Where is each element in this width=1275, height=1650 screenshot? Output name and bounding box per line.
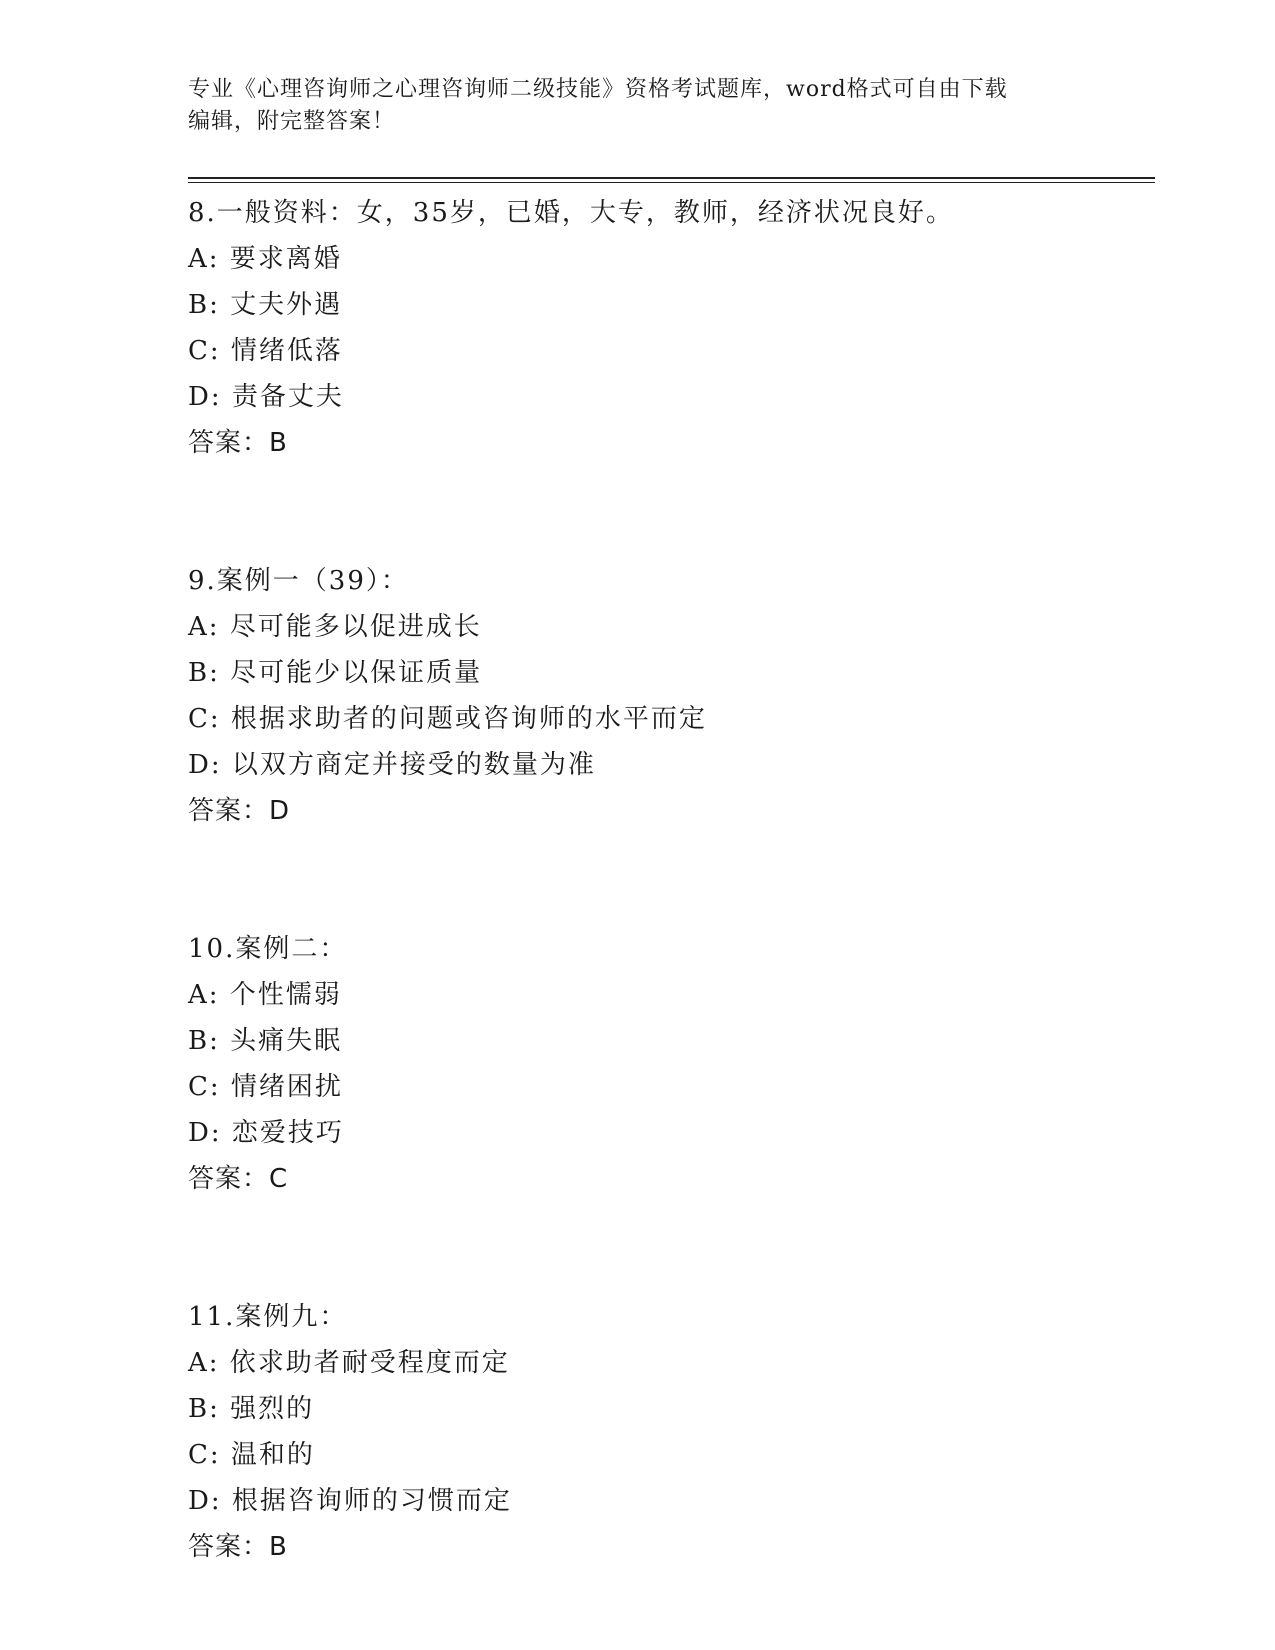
question-stem: 9.案例一（39）： xyxy=(188,566,409,596)
option-a: A: 依求助者耐受程度而定 xyxy=(188,1348,510,1378)
question-stem: 11.案例九： xyxy=(188,1302,348,1332)
option-a: A: 个性懦弱 xyxy=(188,980,342,1010)
option-b: B: 丈夫外遇 xyxy=(188,290,343,320)
question-9 xyxy=(188,558,1148,834)
option-a: A: 要求离婚 xyxy=(188,244,342,274)
question-spacer xyxy=(188,834,1148,926)
document-header xyxy=(188,74,1068,138)
option-d: D: 根据咨询师的习惯而定 xyxy=(188,1486,512,1516)
question-8 xyxy=(188,190,1148,466)
option-d: D: 以双方商定并接受的数量为准 xyxy=(188,750,596,780)
option-b: B: 强烈的 xyxy=(188,1394,315,1424)
question-spacer xyxy=(188,1202,1148,1294)
option-c: C: 情绪困扰 xyxy=(188,1072,343,1102)
question-stem: 10.案例二： xyxy=(188,934,348,964)
option-b: B: 尽可能少以保证质量 xyxy=(188,658,483,688)
question-spacer xyxy=(188,466,1148,558)
header-line-1: 专业《心理咨询师之心理咨询师二级技能》资格考试题库，word格式可自由下载 xyxy=(188,77,1008,102)
option-c: C: 情绪低落 xyxy=(188,336,343,366)
answer: 答案：B xyxy=(188,428,288,458)
option-a: A: 尽可能多以促进成长 xyxy=(188,612,482,642)
option-d: D: 恋爱技巧 xyxy=(188,1118,344,1148)
header-divider-thick xyxy=(188,177,1155,179)
question-10 xyxy=(188,926,1148,1202)
option-d: D: 责备丈夫 xyxy=(188,382,344,412)
option-b: B: 头痛失眠 xyxy=(188,1026,343,1056)
answer: 答案：B xyxy=(188,1532,288,1562)
answer: 答案：D xyxy=(188,796,291,826)
question-11 xyxy=(188,1294,1148,1570)
header-line-2: 编辑，附完整答案！ xyxy=(188,109,396,134)
answer: 答案：C xyxy=(188,1164,289,1194)
header-divider-thin xyxy=(188,182,1155,183)
option-c: C: 根据求助者的问题或咨询师的水平而定 xyxy=(188,704,707,734)
question-stem: 8.一般资料：女，35岁，已婚，大专，教师，经济状况良好。 xyxy=(188,198,954,228)
option-c: C: 温和的 xyxy=(188,1440,315,1470)
question-list xyxy=(188,190,1148,1570)
